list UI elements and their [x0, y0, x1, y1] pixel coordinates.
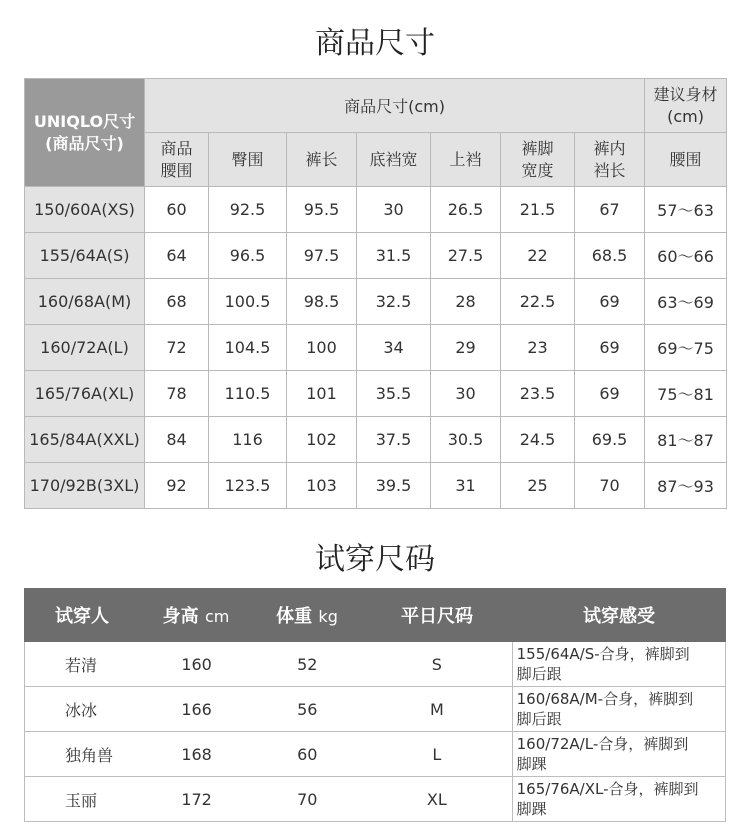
- size-value-cell: 30: [431, 371, 501, 417]
- size-value-cell: 22: [501, 233, 575, 279]
- size-value-cell: 29: [431, 325, 501, 371]
- tester-name-cell: 独角兽: [65, 745, 114, 765]
- size-value-cell: 32.5: [357, 279, 431, 325]
- size-section-title: 商品尺寸: [315, 26, 435, 61]
- fit-row: [25, 687, 725, 732]
- size-value-cell: 92: [145, 463, 209, 509]
- corner-line-1: UNIQLO尺寸: [33, 111, 136, 131]
- size-group-header: 商品尺寸(cm): [145, 79, 645, 133]
- feeling-text: [517, 689, 693, 729]
- fit-header-person: 试穿人: [55, 606, 109, 627]
- size-row: [25, 325, 727, 371]
- size-value-cell: 37.5: [357, 417, 431, 463]
- size-value-cell: 87～93: [645, 463, 727, 509]
- size-value-cell: 31: [431, 463, 501, 509]
- fit-table: [24, 588, 726, 822]
- tester-name-cell: 玉丽: [65, 790, 98, 810]
- fit-row: [25, 732, 725, 777]
- weight-label: 体重: [276, 606, 313, 627]
- size-value-cell: 69: [575, 371, 645, 417]
- weight-cell: 60: [297, 744, 318, 764]
- col-header-line-1: 裤长: [305, 149, 338, 169]
- feeling-line-1: 160/68A/M-合身，裤脚到: [516, 690, 694, 708]
- size-value-cell: 70: [575, 463, 645, 509]
- size-value-cell: 26.5: [431, 187, 501, 233]
- tester-name-cell: 若清: [65, 655, 98, 675]
- size-value-cell: 68: [145, 279, 209, 325]
- suggest-header: [645, 79, 727, 133]
- size-value-cell: 103: [287, 463, 357, 509]
- size-value-cell: 69: [575, 325, 645, 371]
- size-value-cell: 63～69: [645, 279, 727, 325]
- col-header-line-1: 底裆宽: [369, 149, 418, 169]
- feeling-cell: [512, 687, 725, 731]
- suggest-line-1: 建议身材: [653, 84, 718, 104]
- size-value-cell: 92.5: [209, 187, 287, 233]
- feeling-line-2: 脚后跟: [516, 665, 562, 683]
- size-label-cell: 160/68A(M): [25, 279, 145, 325]
- feeling-cell: [512, 642, 725, 686]
- size-value-cell: 23: [501, 325, 575, 371]
- height-label: 身高: [162, 606, 199, 627]
- size-value-cell: 98.5: [287, 279, 357, 325]
- size-value-cell: 100.5: [209, 279, 287, 325]
- size-value-cell: 67: [575, 187, 645, 233]
- size-value-cell: 23.5: [501, 371, 575, 417]
- height-cell: 172: [181, 789, 212, 809]
- size-col-header: [145, 133, 209, 187]
- fit-header-row: [24, 588, 726, 642]
- size-row: [25, 463, 727, 509]
- size-value-cell: 30.5: [431, 417, 501, 463]
- tester-name-cell: 冰冰: [65, 700, 98, 720]
- usual-size-cell: S: [431, 654, 442, 674]
- feeling-line-2: 脚踝: [516, 800, 547, 818]
- size-value-cell: 123.5: [209, 463, 287, 509]
- feeling-line-1: 155/64A/S-合身，裤脚到: [516, 645, 690, 663]
- size-value-cell: 68.5: [575, 233, 645, 279]
- size-value-cell: 28: [431, 279, 501, 325]
- size-row: [25, 187, 727, 233]
- size-value-cell: 27.5: [431, 233, 501, 279]
- col-header-line-1: 上裆: [449, 149, 482, 169]
- size-value-cell: 75～81: [645, 371, 727, 417]
- weight-cell: 70: [297, 789, 318, 809]
- size-value-cell: 64: [145, 233, 209, 279]
- size-label-cell: 150/60A(XS): [25, 187, 145, 233]
- col-header-line-2: 裆长: [593, 160, 626, 180]
- size-corner-header: [25, 79, 145, 187]
- size-col-header: [501, 133, 575, 187]
- fit-header-usual-size: 平日尺码: [401, 606, 473, 627]
- size-value-cell: 97.5: [287, 233, 357, 279]
- usual-size-cell: XL: [426, 789, 447, 809]
- weight-cell: 52: [297, 654, 318, 674]
- col-header-line-2: 宽度: [521, 160, 554, 180]
- fit-header-feeling: 试穿感受: [583, 606, 655, 627]
- size-value-cell: 31.5: [357, 233, 431, 279]
- size-col-header: [575, 133, 645, 187]
- feeling-line-1: 160/72A/L-合身，裤脚到: [516, 735, 689, 753]
- size-value-cell: 60: [145, 187, 209, 233]
- size-row: [25, 279, 727, 325]
- fit-section-title: 试穿尺码: [315, 542, 435, 577]
- size-label-cell: 170/92B(3XL): [25, 463, 145, 509]
- col-header-line-2: 腰围: [160, 160, 193, 180]
- height-cell: 160: [181, 654, 212, 674]
- size-label-cell: 165/76A(XL): [25, 371, 145, 417]
- size-value-cell: 69～75: [645, 325, 727, 371]
- size-value-cell: 21.5: [501, 187, 575, 233]
- corner-line-2: (商品尺寸): [45, 133, 124, 153]
- size-value-cell: 78: [145, 371, 209, 417]
- col-header-line-1: 裤脚: [521, 138, 554, 158]
- fit-header-height: [140, 602, 252, 628]
- size-value-cell: 30: [357, 187, 431, 233]
- size-col-header: [357, 133, 431, 187]
- size-row: [25, 417, 727, 463]
- fit-table-body: [24, 642, 726, 822]
- feeling-text: [517, 644, 690, 684]
- size-value-cell: 69.5: [575, 417, 645, 463]
- suggest-line-2: (cm): [667, 106, 704, 126]
- col-header-line-1: 裤内: [593, 138, 626, 158]
- size-value-cell: 24.5: [501, 417, 575, 463]
- feeling-cell: [512, 732, 725, 776]
- height-unit: cm: [204, 607, 230, 626]
- size-col-header: [645, 133, 727, 187]
- size-col-header: [287, 133, 357, 187]
- feeling-line-2: 脚踝: [516, 755, 547, 773]
- feeling-cell: [512, 777, 725, 821]
- feeling-line-2: 脚后跟: [516, 710, 562, 728]
- size-value-cell: 35.5: [357, 371, 431, 417]
- feeling-text: [517, 779, 699, 819]
- size-value-cell: 100: [287, 325, 357, 371]
- size-value-cell: 84: [145, 417, 209, 463]
- feeling-line-1: 165/76A/XL-合身，裤脚到: [516, 780, 699, 798]
- col-header-line-1: 商品: [160, 138, 193, 158]
- col-header-line-1: 臀围: [231, 149, 264, 169]
- height-cell: 168: [181, 744, 212, 764]
- size-value-cell: 60～66: [645, 233, 727, 279]
- size-value-cell: 95.5: [287, 187, 357, 233]
- size-table-body: [25, 187, 727, 509]
- size-label-cell: 165/84A(XXL): [25, 417, 145, 463]
- size-value-cell: 72: [145, 325, 209, 371]
- size-value-cell: 104.5: [209, 325, 287, 371]
- size-value-cell: 81～87: [645, 417, 727, 463]
- size-value-cell: 22.5: [501, 279, 575, 325]
- fit-header-weight: [252, 602, 362, 628]
- size-value-cell: 25: [501, 463, 575, 509]
- size-value-cell: 110.5: [209, 371, 287, 417]
- size-table: [24, 78, 727, 509]
- size-col-header: [209, 133, 287, 187]
- usual-size-cell: M: [429, 699, 444, 719]
- size-value-cell: 102: [287, 417, 357, 463]
- col-header-line-1: 腰围: [669, 149, 702, 169]
- size-header-row-1: [25, 79, 727, 133]
- size-value-cell: 69: [575, 279, 645, 325]
- feeling-text: [517, 734, 689, 774]
- usual-size-cell: L: [432, 744, 442, 764]
- size-label-cell: 155/64A(S): [25, 233, 145, 279]
- fit-row: [25, 777, 725, 822]
- size-label-cell: 160/72A(L): [25, 325, 145, 371]
- size-value-cell: 39.5: [357, 463, 431, 509]
- size-value-cell: 116: [209, 417, 287, 463]
- size-col-header: [431, 133, 501, 187]
- size-value-cell: 34: [357, 325, 431, 371]
- weight-unit: kg: [318, 607, 338, 626]
- size-value-cell: 101: [287, 371, 357, 417]
- weight-cell: 56: [297, 699, 318, 719]
- size-row: [25, 233, 727, 279]
- size-value-cell: 57～63: [645, 187, 727, 233]
- fit-row: [25, 642, 725, 687]
- size-value-cell: 96.5: [209, 233, 287, 279]
- height-cell: 166: [181, 699, 212, 719]
- size-row: [25, 371, 727, 417]
